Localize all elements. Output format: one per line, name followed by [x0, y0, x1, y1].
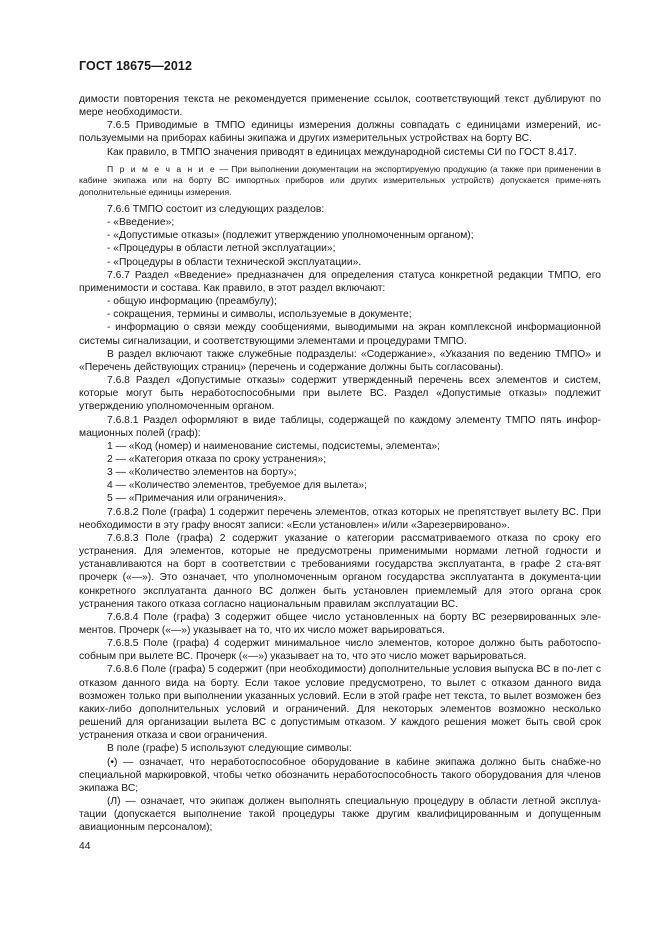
note-text: — При выполнении документации на экспортируемую продукцию (а также при применении в кабине экипажа или на борту ВС импортных приборов или других измерительных устройств) допускается приме-нять дополнительные единицы измерения. — [79, 163, 601, 197]
document-body — [79, 93, 601, 835]
note-label: П р и м е ч а н и е — [107, 163, 217, 174]
paragraph: - информацию о связи между сообщениями, выводимыми на экран комплексной информационной системы сигнализации, и соответствующими элементами и процедурами ТМПО. — [79, 322, 601, 347]
paragraph: 7.6.8.4 Поле (графа) 3 содержит общее число установленных на борту ВС резервированных эле-ментов. Прочерк («—») указывает на то, что их число может варьироваться. — [79, 611, 601, 636]
paragraph: 7.6.7 Раздел «Введение» предназначен для определения статуса конкретной редакции ТМПО, его применимости и состава. Как правило, в этот раздел включают: — [79, 269, 601, 294]
paragraph: - «Процедуры в области технической эксплуатации». — [107, 256, 362, 268]
paragraph: В поле (графе) 5 используют следующие символы: — [107, 743, 352, 755]
paragraph: 7.6.6 ТМПО состоит из следующих разделов: — [107, 204, 325, 215]
paragraph: - «Введение»; — [107, 217, 175, 229]
paragraph: димости повторения текста не рекомендуется применение ссылок, соответствующий текст дублируют по мере необходимости. — [79, 94, 601, 119]
paragraph: - «Допустимые отказы» (подлежит утверждению уполномоченным органом); — [107, 230, 474, 242]
paragraph: 3 — «Количество элементов на борту»; — [107, 467, 297, 479]
paragraph: В раздел включают также служебные подразделы: «Содержание», «Указания по ведению ТМПО» и «Перечень действующих страниц» (перечень и содержание должны быть согласованы). — [79, 348, 601, 373]
paragraph: 7.6.8.5 Поле (графа) 4 содержит минимальное число элементов, которое должно быть работоспо-собным при вылете ВС. Прочерк («—») указывает на то, что это число может варьироваться. — [79, 638, 601, 663]
paragraph: - общую информацию (преамбулу); — [107, 296, 277, 308]
paragraph: 1 — «Код (номер) и наименование системы, подсистемы, элемента»; — [107, 440, 441, 452]
paragraph: 7.6.8.6 Поле (графа) 5 содержит (при необходимости) дополнительные условия выпуска ВС в по-лет с отказом данного вида на борту. Если такое условие предусмотрено, то вылет с отказом данного вида возможен только при выполнении указанных условий. Если в этой графе нет текста, то вылет возможен без каких-либо дополнительных условий и ограничений. Для некоторых элементов возможно несколько решений для организации вылета ВС с допустимым отказом. У каждого решения может быть свой срок устранения отказа и свои ограничения. — [79, 664, 601, 742]
paragraph: 7.6.5 Приводимые в ТМПО единицы измерения должны совпадать с единицами измерений, ис-пользуемыми на приборах кабины экипажа и других измерительных устройствах на борту ВС. — [79, 120, 601, 145]
paragraph: 5 — «Примечания или ограничения». — [107, 493, 287, 505]
paragraph: 7.6.8.3 Поле (графа) 2 содержит указание о категории рассматриваемого отказа по сроку его устранения. Для элементов, которые не предусмотрены применимыми нормами летной годности и устанавливаются на борт в соответствии с требованиями государства эксплуатанта, в графе 2 ста-вят прочерк («—»). Это означает, что уполномоченным органом государства эксплуатанта в документа-ции конкретного эксплуатанта данного ВС должен быть установлен приемлемый для этого органа срок устранения такого отказа согласно национальным правилам эксплуатации ВС. — [79, 532, 601, 610]
paragraph: - сокращения, термины и символы, используемые в документе; — [107, 309, 412, 321]
note-paragraph — [79, 164, 601, 198]
document-header: ГОСТ 18675—2012 — [79, 59, 193, 73]
paragraph: 4 — «Количество элементов, требуемое для вылета»; — [107, 480, 367, 492]
page-number: 44 — [79, 841, 91, 852]
paragraph: 7.6.8.1 Раздел оформляют в виде таблицы, содержащей по каждому элементу ТМПО пять инфор-мационных полей (граф): — [79, 414, 601, 439]
paragraph: (•) — означает, что неработоспособное оборудование в кабине экипажа должно быть снабже-но специальной маркировкой, чтобы четко обозначить неработоспособность такого оборудования для членов экипажа ВС; — [79, 756, 601, 794]
paragraph: Как правило, в ТМПО значения приводят в единицах международной системы СИ по ГОСТ 8.417. — [107, 146, 577, 158]
paragraph: 2 — «Категория отказа по сроку устранения»; — [107, 453, 327, 465]
paragraph: 7.6.8.2 Поле (графа) 1 содержит перечень элементов, отказ которых не препятствует вылету ВС. При необходимости в эту графу вносят записи: «Если установлен» и/или «Зарезервировано». — [79, 506, 601, 531]
paragraph: 7.6.8 Раздел «Допустимые отказы» содержит утвержденный перечень всех элементов и систем, которые могут быть неработоспособными при вылете ВС. Раздел «Допустимые отказы» подлежит утверждению уполномоченным органом. — [79, 375, 601, 413]
paragraph: (Л) — означает, что экипаж должен выполнять специальную процедуру в области летной эксплуа-тации (допускается выполнение такой процедуры также другим квалифицированным и допущенным авиационным персоналом); — [79, 796, 601, 834]
paragraph: - «Процедуры в области летной эксплуатации»; — [107, 243, 336, 255]
